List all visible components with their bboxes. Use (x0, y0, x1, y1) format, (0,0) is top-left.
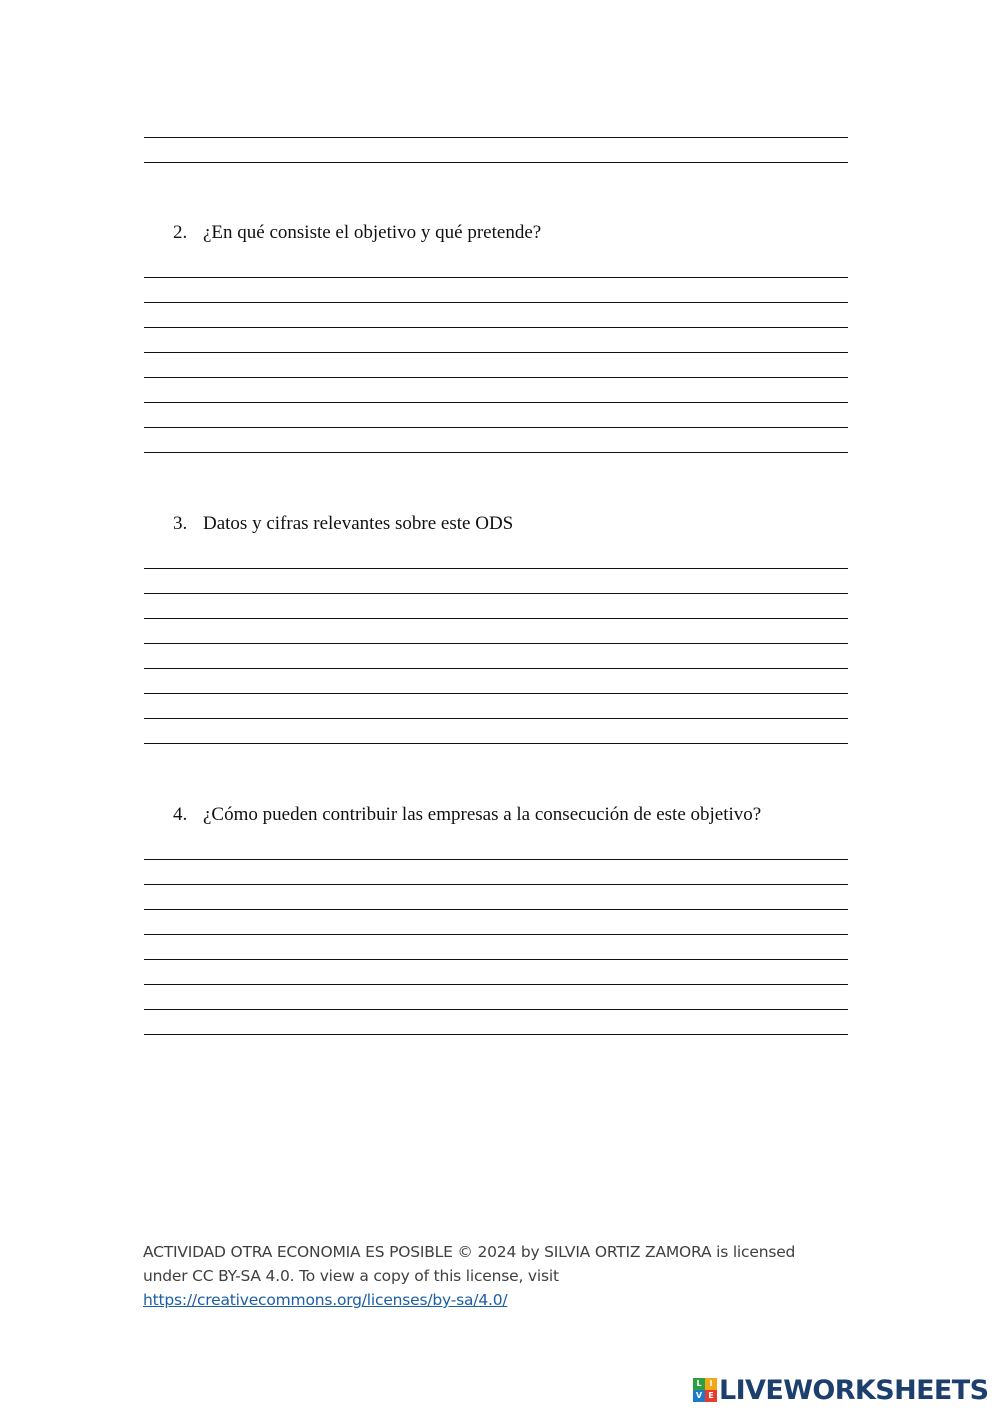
question-4 (173, 804, 761, 826)
question-3 (173, 513, 513, 535)
answer-line[interactable] (144, 743, 848, 744)
answer-line[interactable] (144, 668, 848, 669)
logo-cell-i: I (705, 1378, 717, 1390)
license-text-line2: under CC BY-SA 4.0. To view a copy of this license, visit (143, 1267, 559, 1285)
question-number: 2. (173, 222, 188, 243)
answer-lines-q4 (144, 859, 848, 1039)
question-number: 4. (173, 804, 188, 825)
question-text: Datos y cifras relevantes sobre este ODS (203, 513, 514, 534)
question-2 (173, 222, 541, 244)
answer-line[interactable] (144, 693, 848, 694)
answer-line[interactable] (144, 859, 848, 860)
answer-line[interactable] (144, 643, 848, 644)
answer-line[interactable] (144, 934, 848, 935)
answer-lines-q3 (144, 568, 848, 748)
answer-line[interactable] (144, 1034, 848, 1035)
answer-lines-q2 (144, 277, 848, 457)
answer-line[interactable] (144, 884, 848, 885)
brand-name: LIVEWORKSHEETS (719, 1374, 989, 1406)
answer-line[interactable] (144, 568, 848, 569)
logo-cell-e: E (705, 1390, 717, 1402)
liveworksheets-logo-icon (693, 1378, 717, 1402)
question-text: ¿Cómo pueden contribuir las empresas a la consecución de este objetivo? (203, 804, 762, 825)
answer-line[interactable] (144, 1009, 848, 1010)
answer-line[interactable] (144, 593, 848, 594)
answer-line[interactable] (144, 959, 848, 960)
answer-line[interactable] (144, 327, 848, 328)
logo-cell-v: V (693, 1390, 705, 1402)
answer-line[interactable] (144, 137, 848, 138)
logo-cell-l: L (693, 1378, 705, 1390)
answer-line[interactable] (144, 427, 848, 428)
answer-line[interactable] (144, 618, 848, 619)
answer-line[interactable] (144, 302, 848, 303)
license-text-line1: ACTIVIDAD OTRA ECONOMIA ES POSIBLE © 2024 by SILVIA ORTIZ ZAMORA is licensed (143, 1243, 796, 1261)
question-text: ¿En qué consiste el objetivo y qué pretende? (203, 222, 542, 243)
license-link[interactable]: https://creativecommons.org/licenses/by-sa/4.0/ (143, 1291, 508, 1309)
question-number: 3. (173, 513, 188, 534)
license-notice (143, 1240, 843, 1312)
answer-line[interactable] (144, 402, 848, 403)
answer-line[interactable] (144, 162, 848, 163)
answer-line[interactable] (144, 277, 848, 278)
answer-line[interactable] (144, 452, 848, 453)
answer-line[interactable] (144, 718, 848, 719)
answer-lines-q1 (144, 137, 848, 163)
answer-line[interactable] (144, 352, 848, 353)
answer-line[interactable] (144, 909, 848, 910)
liveworksheets-brand[interactable] (693, 1373, 988, 1407)
answer-line[interactable] (144, 984, 848, 985)
answer-line[interactable] (144, 377, 848, 378)
